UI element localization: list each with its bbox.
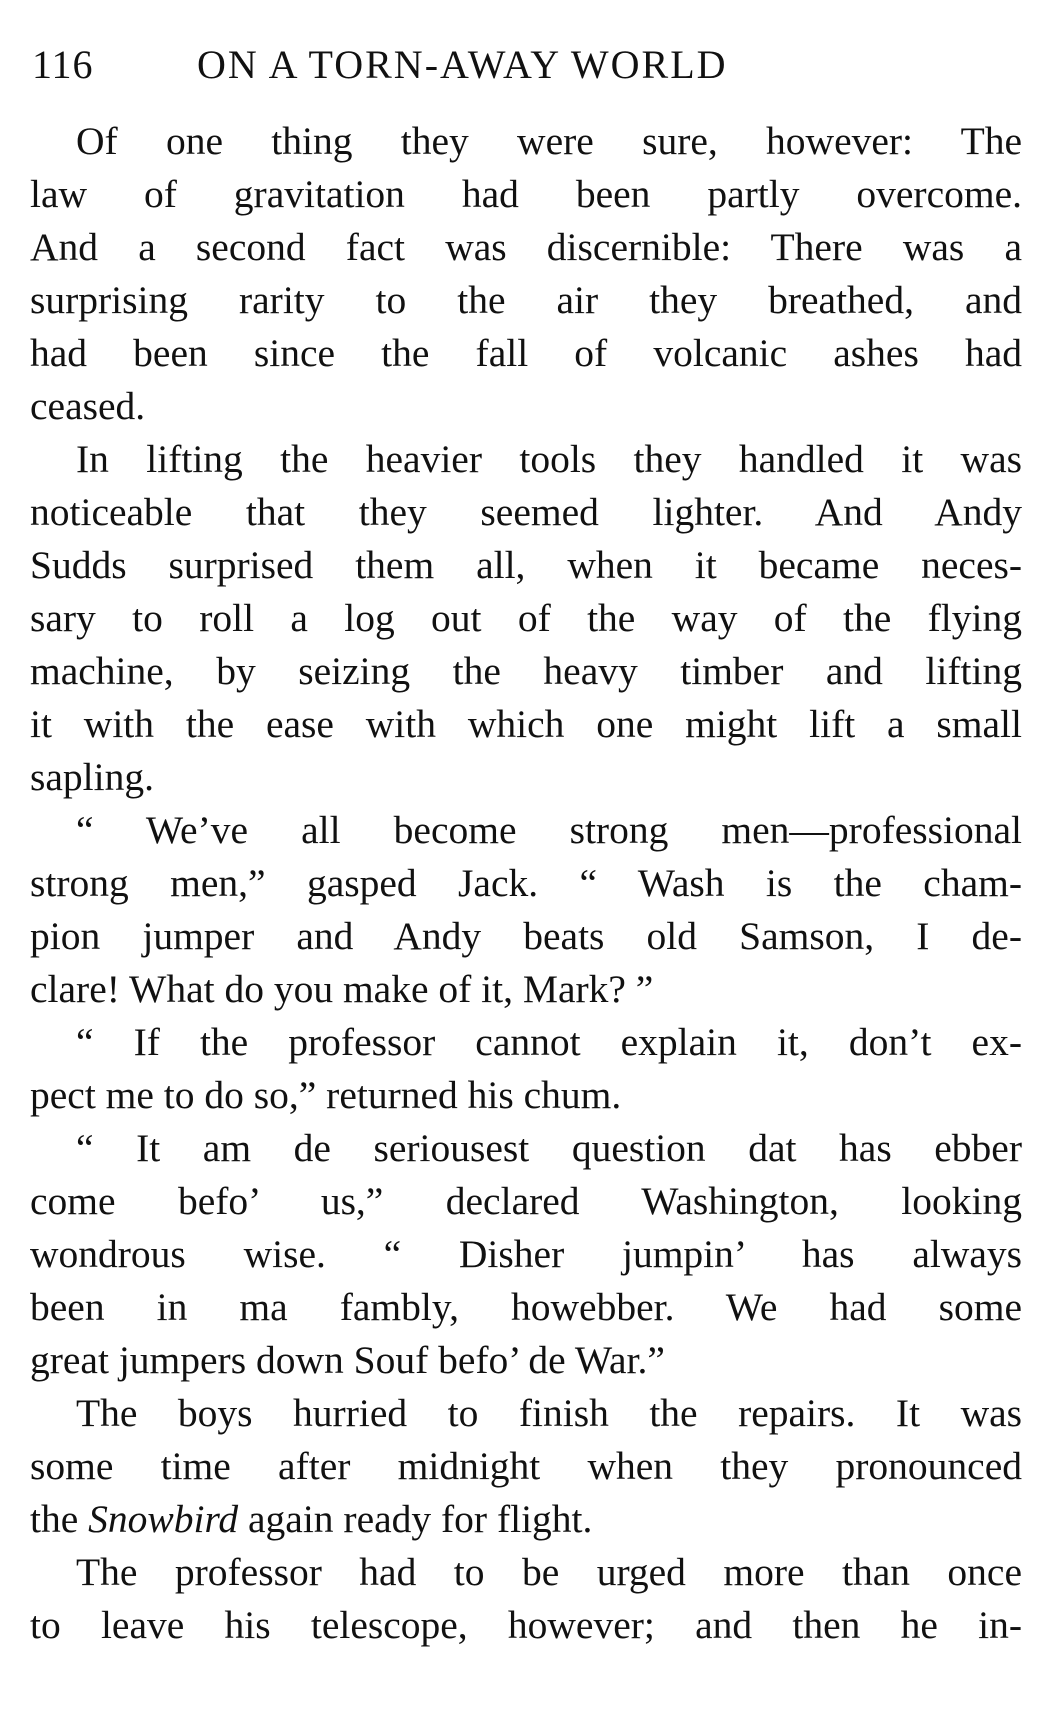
text-line: noticeable that they seemed lighter. And Andy <box>30 490 1022 534</box>
text-line: clare! What do you make of it, Mark? ” <box>30 967 654 1011</box>
text-line: law of gravitation had been partly overcome. <box>30 172 1022 216</box>
paragraph-4 <box>30 1016 1022 1122</box>
paragraph-5 <box>30 1122 1022 1387</box>
text-line: And a second fact was discernible: There was a <box>30 225 1022 269</box>
text-run: again ready for flight. <box>238 1497 593 1541</box>
text-line: come befo’ us,” declared Washington, looking <box>30 1179 1022 1223</box>
text-line: some time after midnight when they pronounced <box>30 1444 1022 1488</box>
paragraph-1 <box>30 115 1022 433</box>
text-line: been in ma fambly, howebber. We had some <box>30 1285 1022 1329</box>
text-line: “ If the professor cannot explain it, don’t ex- <box>76 1020 1022 1064</box>
text-line: ceased. <box>30 384 146 428</box>
text-line: “ It am de seriousest question dat has ebber <box>76 1126 1022 1170</box>
text-line: great jumpers down Souf befo’ de War.” <box>30 1338 665 1382</box>
paragraph-7 <box>30 1546 1022 1652</box>
text-line: sary to roll a log out of the way of the flying <box>30 596 1022 640</box>
text-line: Of one thing they were sure, however: The <box>76 119 1022 163</box>
text-line: In lifting the heavier tools they handled it was <box>76 437 1022 481</box>
text-line-with-italic <box>30 1493 1022 1546</box>
page-header <box>32 40 1022 90</box>
paragraph-6 <box>30 1387 1022 1546</box>
text-line: Sudds surprised them all, when it became neces- <box>30 543 1022 587</box>
text-line: pion jumper and Andy beats old Samson, I de- <box>30 914 1022 958</box>
body-text <box>30 115 1022 1652</box>
paragraph-2 <box>30 433 1022 804</box>
text-line: The boys hurried to finish the repairs. It was <box>76 1391 1022 1435</box>
text-line: to leave his telescope, however; and then he in- <box>30 1603 1022 1647</box>
text-run: the <box>30 1497 89 1541</box>
running-title: ON A TORN-AWAY WORLD <box>197 42 728 87</box>
text-line: it with the ease with which one might lift a small <box>30 702 1022 746</box>
text-line: “ We’ve all become strong men—professional <box>76 808 1022 852</box>
italic-ship-name: Snowbird <box>88 1497 239 1541</box>
text-line: machine, by seizing the heavy timber and lifting <box>30 649 1022 693</box>
text-line: The professor had to be urged more than once <box>76 1550 1022 1594</box>
text-line: had been since the fall of volcanic ashes had <box>30 331 1022 375</box>
text-line: surprising rarity to the air they breathed, and <box>30 278 1022 322</box>
paragraph-3 <box>30 804 1022 1016</box>
page-number: 116 <box>32 42 94 87</box>
text-line: pect me to do so,” returned his chum. <box>30 1073 622 1117</box>
text-line: strong men,” gasped Jack. “ Wash is the cham- <box>30 861 1022 905</box>
text-line: wondrous wise. “ Disher jumpin’ has always <box>30 1232 1022 1276</box>
text-line: sapling. <box>30 755 154 799</box>
